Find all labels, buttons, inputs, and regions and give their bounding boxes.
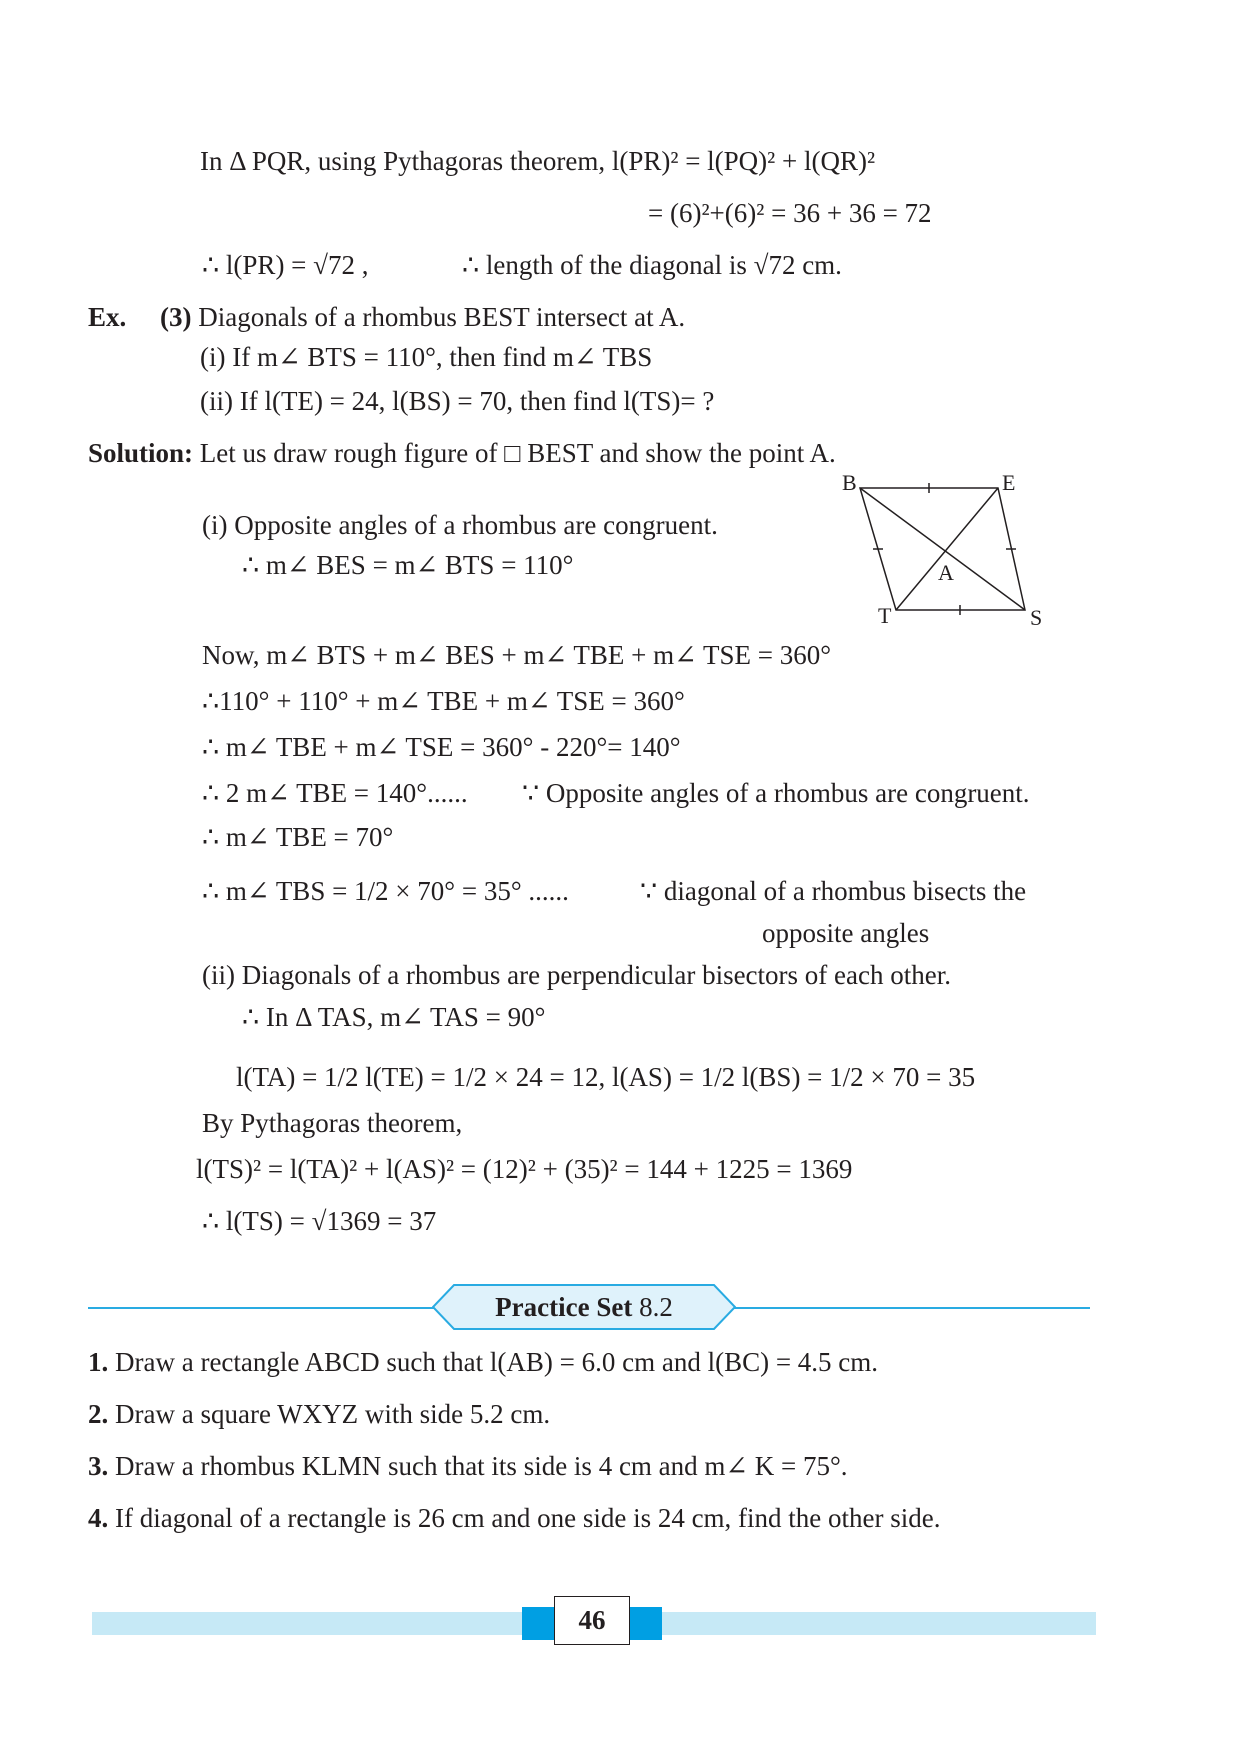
step-5: ∴ m∠ TBE + m∠ TSE = 360° - 220°= 140° xyxy=(202,732,681,762)
step-1: (i) Opposite angles of a rhombus are congruent. xyxy=(202,510,718,540)
step-7: ∴ m∠ TBE = 70° xyxy=(202,822,394,852)
label-B: B xyxy=(842,470,857,495)
example-part-i: (i) If m∠ BTS = 110°, then find m∠ TBS xyxy=(200,342,653,372)
practice-item-2: 2. Draw a square WXYZ with side 5.2 cm. xyxy=(88,1399,551,1429)
practice-set-title: Practice Set 8.2 xyxy=(495,1292,673,1322)
step-8c: opposite angles xyxy=(762,918,930,948)
step-8b: ∵ diagonal of a rhombus bisects the xyxy=(640,876,1027,906)
label-A: A xyxy=(938,560,954,585)
example-statement: (3) Diagonals of a rhombus BEST intersect at A. xyxy=(160,302,686,332)
step-2: ∴ m∠ BES = m∠ BTS = 110° xyxy=(242,550,574,580)
example-label: Ex. xyxy=(88,302,127,332)
step-14: ∴ l(TS) = √1369 = 37 xyxy=(202,1206,437,1236)
label-E: E xyxy=(1002,470,1016,495)
equation-line-1: In Δ PQR, using Pythagoras theorem, l(PR)² = l(PQ)² + l(QR)² xyxy=(200,146,876,176)
equation-line-3a: ∴ l(PR) = √72 , xyxy=(202,250,369,280)
practice-rule-left xyxy=(88,1307,434,1309)
solution-line: Solution: Let us draw rough figure of □ BEST and show the point A. xyxy=(88,438,836,468)
practice-rule-right xyxy=(734,1307,1090,1309)
step-10: ∴ In Δ TAS, m∠ TAS = 90° xyxy=(242,1002,546,1032)
step-6b: ∵ Opposite angles of a rhombus are congruent. xyxy=(522,778,1030,808)
diagonal-te xyxy=(896,488,998,610)
example-part-ii: (ii) If l(TE) = 24, l(BS) = 70, then find l(TS)= ? xyxy=(200,386,715,416)
label-T: T xyxy=(878,603,892,628)
diagonal-bs xyxy=(860,488,1025,610)
step-9: (ii) Diagonals of a rhombus are perpendicular bisectors of each other. xyxy=(202,960,951,990)
example-number: (3) xyxy=(160,302,192,332)
rhombus-best-figure xyxy=(830,468,1060,638)
practice-item-4: 4. If diagonal of a rectangle is 26 cm and one side is 24 cm, find the other side. xyxy=(88,1503,941,1533)
step-8a: ∴ m∠ TBS = 1/2 × 70° = 35° ...... xyxy=(202,876,569,906)
solution-label: Solution: xyxy=(88,438,194,468)
label-S: S xyxy=(1030,605,1043,630)
equation-line-3b: ∴ length of the diagonal is √72 cm. xyxy=(462,250,842,280)
step-11: l(TA) = 1/2 l(TE) = 1/2 × 24 = 12, l(AS) = 1/2 l(BS) = 1/2 × 70 = 35 xyxy=(236,1062,976,1092)
step-13: l(TS)² = l(TA)² + l(AS)² = (12)² + (35)² = 144 + 1225 = 1369 xyxy=(196,1154,853,1184)
step-12: By Pythagoras theorem, xyxy=(202,1108,463,1138)
step-6a: ∴ 2 m∠ TBE = 140°...... xyxy=(202,778,468,808)
step-4: ∴110° + 110° + m∠ TBE + m∠ TSE = 360° xyxy=(202,686,685,716)
step-3: Now, m∠ BTS + m∠ BES + m∠ TBE + m∠ TSE = 360° xyxy=(202,640,832,670)
practice-item-1: 1. Draw a rectangle ABCD such that l(AB) = 6.0 cm and l(BC) = 4.5 cm. xyxy=(88,1347,879,1377)
page-number: 46 xyxy=(554,1596,630,1645)
equation-line-2: = (6)²+(6)² = 36 + 36 = 72 xyxy=(648,198,932,228)
practice-item-3: 3. Draw a rhombus KLMN such that its side is 4 cm and m∠ K = 75°. xyxy=(88,1451,848,1481)
